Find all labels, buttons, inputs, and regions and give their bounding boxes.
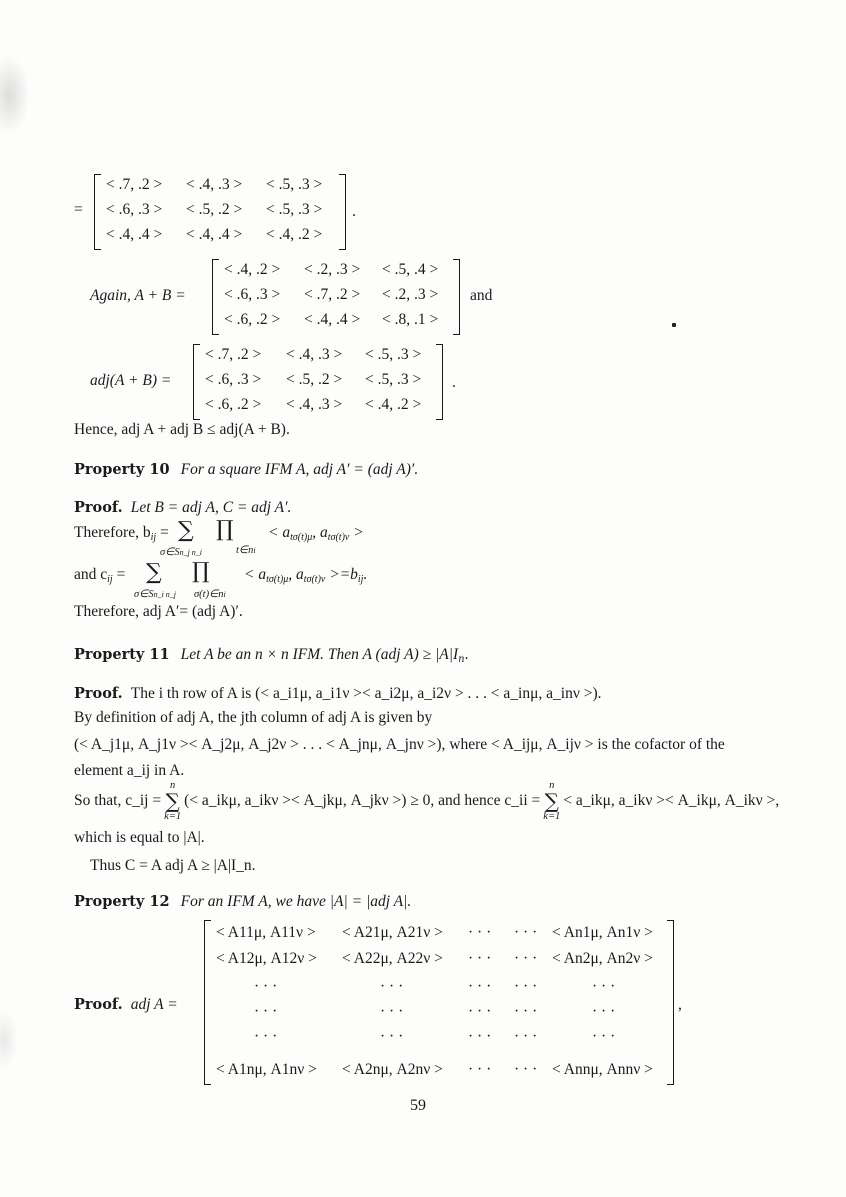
proof-label: Proof. <box>74 499 123 516</box>
matrix-cell: < A22μ, A22ν > <box>342 950 443 967</box>
period: . <box>352 203 356 220</box>
matrix-cell: · · · <box>380 978 404 995</box>
text: and c <box>74 566 108 583</box>
matrix-result <box>94 174 346 250</box>
subscript: tσ(t)ν <box>327 532 350 543</box>
proof-11-line7: Thus C = A adj A ≥ |A|I_n. <box>90 857 256 874</box>
matrix-cell: < .5, .4 > <box>382 261 439 278</box>
proof-11-line5b: (< a_ikμ, a_ikν >< A_jkμ, A_jkν >) ≥ 0, and hence c_ii = <box>184 792 541 809</box>
proof-11-line5 <box>74 780 779 822</box>
sum-limit <box>134 588 176 600</box>
subscript: tσ(t)ν <box>303 574 326 585</box>
text: = <box>112 566 126 583</box>
limit-text: σ∈S <box>160 547 180 558</box>
matrix-cell: · · · <box>514 924 538 941</box>
proof-label: Proof. <box>74 996 123 1013</box>
matrix-cell: < .4, .3 > <box>286 346 343 363</box>
matrix-a-plus-b <box>212 259 460 335</box>
product-limit <box>194 588 226 600</box>
matrix-cell: < .4, .3 > <box>186 176 243 193</box>
proof-11-line3: (< A_j1μ, A_j1ν >< A_j2μ, A_j2ν > . . . < A_jnμ, A_jnν >), where < A_ijμ, A_ijν > is the cofactor of the <box>74 736 725 753</box>
subscript: ij <box>107 574 113 585</box>
sum-symbol: ∑ <box>544 789 559 813</box>
and-word: and <box>470 287 493 304</box>
matrix-cell: < A1nμ, A1nν > <box>216 1061 317 1078</box>
text: , a <box>288 566 304 583</box>
property-label: Property 11 <box>74 646 170 663</box>
matrix-adj-a <box>204 920 674 1085</box>
proof-11-line2: By definition of adj A, the jth column of adj A is given by <box>74 709 433 726</box>
sum-symbol: ∑ <box>165 789 180 813</box>
right-bracket <box>339 174 346 250</box>
matrix-cell: · · · <box>592 978 616 995</box>
matrix-cell: · · · <box>514 950 538 967</box>
matrix-cell: < .7, .2 > <box>106 176 163 193</box>
matrix-cell: < .4, .4 > <box>106 226 163 243</box>
matrix-cell: < .4, .4 > <box>186 226 243 243</box>
limit-text: σ∈S <box>134 589 154 600</box>
proof-10-line1 <box>74 497 291 517</box>
proof-label: Proof. <box>74 685 123 702</box>
proof-10-line3 <box>74 566 125 585</box>
matrix-cell: · · · <box>254 1028 278 1045</box>
limit-subscript: n_i n_j <box>153 590 177 599</box>
matrix-adj-a-plus-b <box>193 344 443 420</box>
matrix-cell: < Annμ, Annν > <box>552 1061 653 1078</box>
matrix-cell: < .2, .3 > <box>382 286 439 303</box>
matrix-cell: < .6, .2 > <box>224 311 281 328</box>
property-11 <box>74 644 468 665</box>
sum-symbol: ∑ <box>146 560 162 585</box>
sum-upper-limit: n <box>549 780 555 791</box>
left-bracket <box>94 174 101 250</box>
right-bracket <box>453 259 460 335</box>
limit-subscript: i <box>223 590 226 599</box>
ink-speck <box>672 323 676 327</box>
matrix-cell: < .6, .3 > <box>205 371 262 388</box>
sum-lower-limit: k=1 <box>543 811 561 822</box>
matrix-cell: · · · <box>380 1028 404 1045</box>
sum-limit <box>160 546 202 558</box>
proof-text: The i th row of A is (< a_i1μ, a_i1ν >< a_i2μ, a_i2ν > . . . < a_inμ, a_inν >). <box>130 685 602 702</box>
product-symbol: ∏ <box>216 517 234 542</box>
limit-text: t∈n <box>236 545 254 556</box>
matrix-cell: < .4, .2 > <box>224 261 281 278</box>
matrix-cell: · · · <box>468 1061 492 1078</box>
matrix-cell: < .5, .3 > <box>266 201 323 218</box>
matrix-cell: < .7, .2 > <box>205 346 262 363</box>
sum-upper-limit: n <box>169 780 176 791</box>
matrix-cell: < .4, .2 > <box>365 396 422 413</box>
matrix-cell: < .8, .1 > <box>382 311 439 328</box>
text: = <box>156 524 169 541</box>
subscript: tσ(t)μ <box>266 574 289 585</box>
matrix-cell: · · · <box>468 924 492 941</box>
subscript: ij <box>150 532 157 543</box>
matrix-cell: · · · <box>592 1003 616 1020</box>
sum-symbol: ∑ <box>178 518 194 543</box>
limit-text: σ(t)∈n <box>194 589 224 600</box>
matrix-cell: · · · <box>514 1028 538 1045</box>
right-bracket <box>436 344 443 420</box>
matrix-cell: · · · <box>380 1003 404 1020</box>
matrix-cell: < .6, .2 > <box>205 396 262 413</box>
page-stain <box>0 55 30 135</box>
matrix-cell: < .5, .2 > <box>186 201 243 218</box>
page-number: 59 <box>410 1097 426 1114</box>
left-bracket <box>193 344 200 420</box>
matrix-cell: < .5, .3 > <box>365 346 422 363</box>
matrix-cell: · · · <box>254 978 278 995</box>
matrix-cell: < .5, .3 > <box>266 176 323 193</box>
period: . <box>452 374 456 391</box>
proof-10-term <box>268 524 364 543</box>
matrix-cell: · · · <box>592 1028 616 1045</box>
matrix-cell: < .6, .3 > <box>106 201 163 218</box>
property-statement: For an IFM A, we have |A| = |adj A|. <box>180 893 412 910</box>
proof-12-lhs <box>74 994 178 1014</box>
proof-11-line5a: So that, c_ij = <box>74 792 162 809</box>
product-limit <box>236 544 256 556</box>
matrix-cell: < An1μ, An1ν > <box>552 924 653 941</box>
matrix-cell: · · · <box>468 1003 492 1020</box>
again-label: Again, A + B = <box>90 287 186 304</box>
matrix-cell: < An2μ, An2ν > <box>552 950 653 967</box>
matrix-cell: · · · <box>514 1061 538 1078</box>
equals-sign: = <box>74 201 83 218</box>
text: , a <box>312 524 328 541</box>
matrix-cell: < .5, .3 > <box>365 371 422 388</box>
text: . <box>363 566 368 583</box>
matrix-cell: < .4, .2 > <box>266 226 323 243</box>
adj-sum-label: adj(A + B) = <box>90 372 172 389</box>
matrix-cell: · · · <box>468 1028 492 1045</box>
subscript: n <box>458 654 465 665</box>
left-bracket <box>204 920 211 1085</box>
matrix-cell: < A12μ, A12ν > <box>216 950 317 967</box>
proof-10-line4: Therefore, adj A′= (adj A)′. <box>74 603 243 620</box>
limit-subscript: i <box>253 546 256 555</box>
right-bracket <box>667 920 674 1085</box>
proof-10-term <box>244 566 367 585</box>
text: > <box>349 524 364 541</box>
adj-a-label: adj A = <box>130 996 178 1013</box>
property-label: Property 10 <box>74 461 170 478</box>
matrix-cell: · · · <box>514 1003 538 1020</box>
proof-11-line6: which is equal to |A|. <box>74 829 205 846</box>
property-statement: For a square IFM A, adj A′ = (adj A)′. <box>180 461 419 478</box>
matrix-cell: < A21μ, A21ν > <box>342 924 443 941</box>
text: Therefore, b <box>74 524 151 541</box>
matrix-cell: < A11μ, A11ν > <box>216 924 316 941</box>
limit-subscript: n_j n_i <box>179 548 203 557</box>
subscript: ij <box>357 574 364 585</box>
sum-block <box>543 780 560 822</box>
proof-11-line4: element a_ij in A. <box>74 762 185 779</box>
matrix-cell: < A2nμ, A2nν > <box>342 1061 443 1078</box>
matrix-cell: < .6, .3 > <box>224 286 281 303</box>
proof-11-line1 <box>74 683 602 703</box>
subscript: tσ(t)μ <box>290 532 313 543</box>
property-12 <box>74 891 411 911</box>
matrix-cell: · · · <box>514 978 538 995</box>
proof-11-line5c: < a_ikμ, a_ikν >< A_ikμ, A_ikν >, <box>563 792 780 809</box>
property-10 <box>74 459 418 479</box>
matrix-cell: < .2, .3 > <box>304 261 361 278</box>
hence-line: Hence, adj A + adj B ≤ adj(A + B). <box>74 421 290 438</box>
text: < a <box>268 524 291 541</box>
matrix-cell: · · · <box>254 1003 278 1020</box>
proof-10-line2 <box>74 524 169 543</box>
matrix-cell: < .4, .4 > <box>304 311 361 328</box>
sum-block <box>164 780 181 822</box>
matrix-cell: < .4, .3 > <box>286 396 343 413</box>
matrix-cell: · · · <box>468 950 492 967</box>
text: < a <box>244 566 267 583</box>
text: . <box>464 646 469 663</box>
proof-text: Let B = adj A, C = adj A′. <box>130 499 292 516</box>
property-label: Property 12 <box>74 893 170 910</box>
left-bracket <box>212 259 219 335</box>
text: >=b <box>325 566 358 583</box>
matrix-cell: < .5, .2 > <box>286 371 343 388</box>
sum-lower-limit: k=1 <box>164 811 182 822</box>
page-stain <box>0 1010 18 1070</box>
comma: , <box>678 996 682 1013</box>
product-symbol: ∏ <box>192 559 210 584</box>
property-statement: Let A be an n × n IFM. Then A (adj A) ≥ |A|I <box>180 646 459 663</box>
matrix-cell: · · · <box>468 978 492 995</box>
matrix-cell: < .7, .2 > <box>304 286 361 303</box>
